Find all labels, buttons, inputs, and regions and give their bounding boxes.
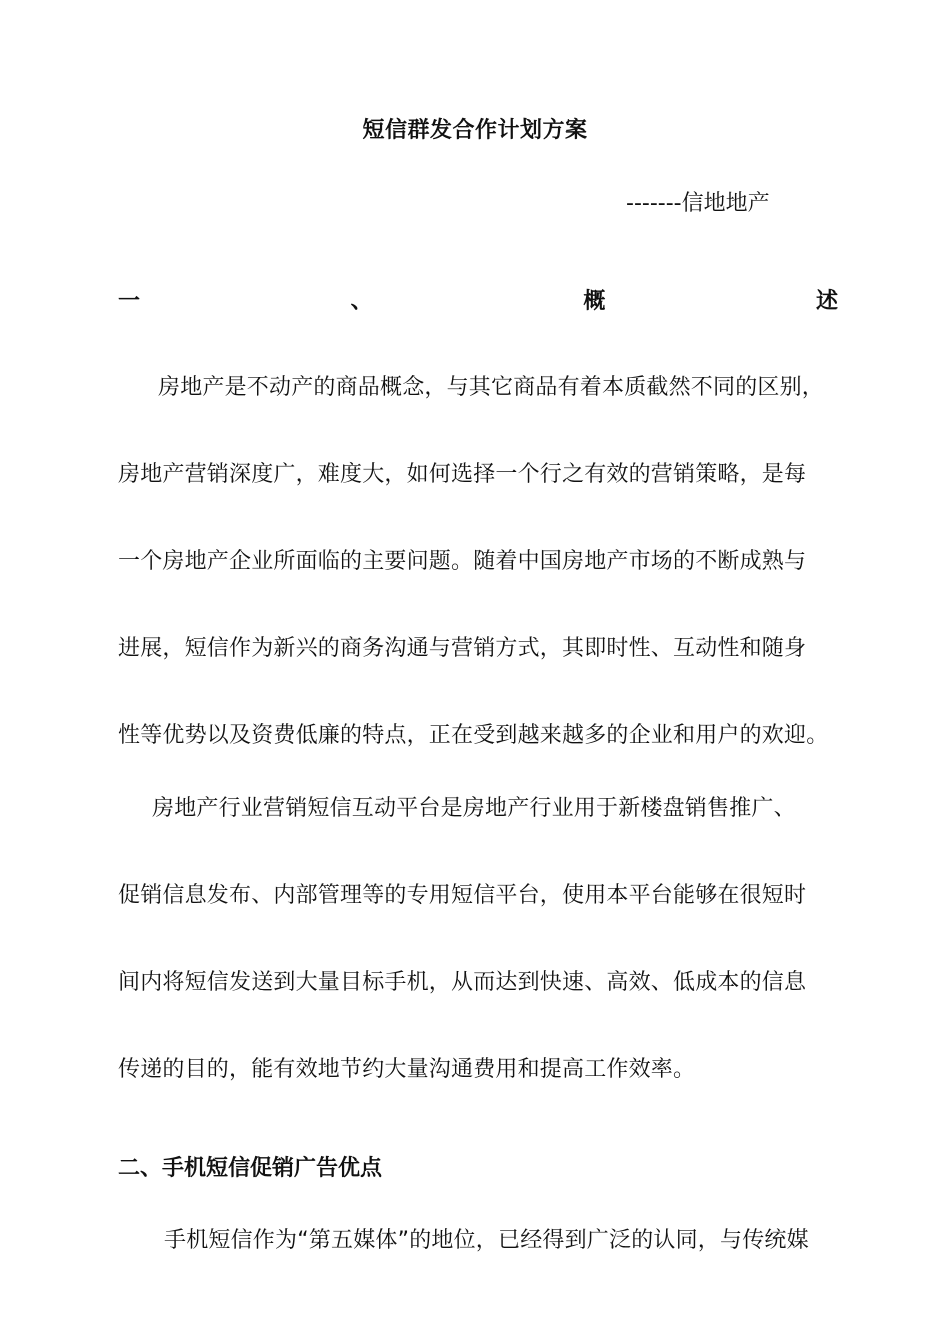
paragraph-line: 一个房地产企业所面临的主要问题。随着中国房地产市场的不断成熟与 bbox=[118, 549, 807, 574]
paragraph-line: 性等优势以及资费低廉的特点，正在受到越来越多的企业和用户的欢迎。 bbox=[118, 723, 829, 748]
paragraph-line: 房地产营销深度广，难度大，如何选择一个行之有效的营销策略，是每 bbox=[118, 462, 807, 487]
paragraph-line: 手机短信作为“第五媒体”的地位，已经得到广泛的认同，与传统媒 bbox=[164, 1228, 809, 1253]
document-author: -------信地地产 bbox=[626, 191, 770, 216]
paragraph-line: 进展，短信作为新兴的商务沟通与营销方式，其即时性、互动性和随身 bbox=[118, 636, 807, 661]
paragraph-line: 房地产行业营销短信互动平台是房地产行业用于新楼盘销售推广、 bbox=[152, 796, 796, 821]
section-heading-overview bbox=[118, 284, 838, 315]
heading-char: 一 bbox=[118, 289, 141, 314]
paragraph-line: 促销信息发布、内部管理等的专用短信平台，使用本平台能够在很短时 bbox=[118, 883, 807, 908]
heading-char: 概 bbox=[583, 289, 606, 314]
section-heading-advantages: 二、手机短信促销广告优点 bbox=[118, 1156, 383, 1181]
paragraph-line: 房地产是不动产的商品概念，与其它商品有着本质截然不同的区别， bbox=[158, 375, 825, 400]
heading-char: 、 bbox=[350, 289, 373, 314]
paragraph-line: 间内将短信发送到大量目标手机，从而达到快速、高效、低成本的信息 bbox=[118, 970, 807, 995]
paragraph-line: 传递的目的，能有效地节约大量沟通费用和提高工作效率。 bbox=[118, 1057, 696, 1082]
heading-char: 述 bbox=[815, 289, 838, 314]
document-title: 短信群发合作计划方案 bbox=[362, 118, 588, 143]
